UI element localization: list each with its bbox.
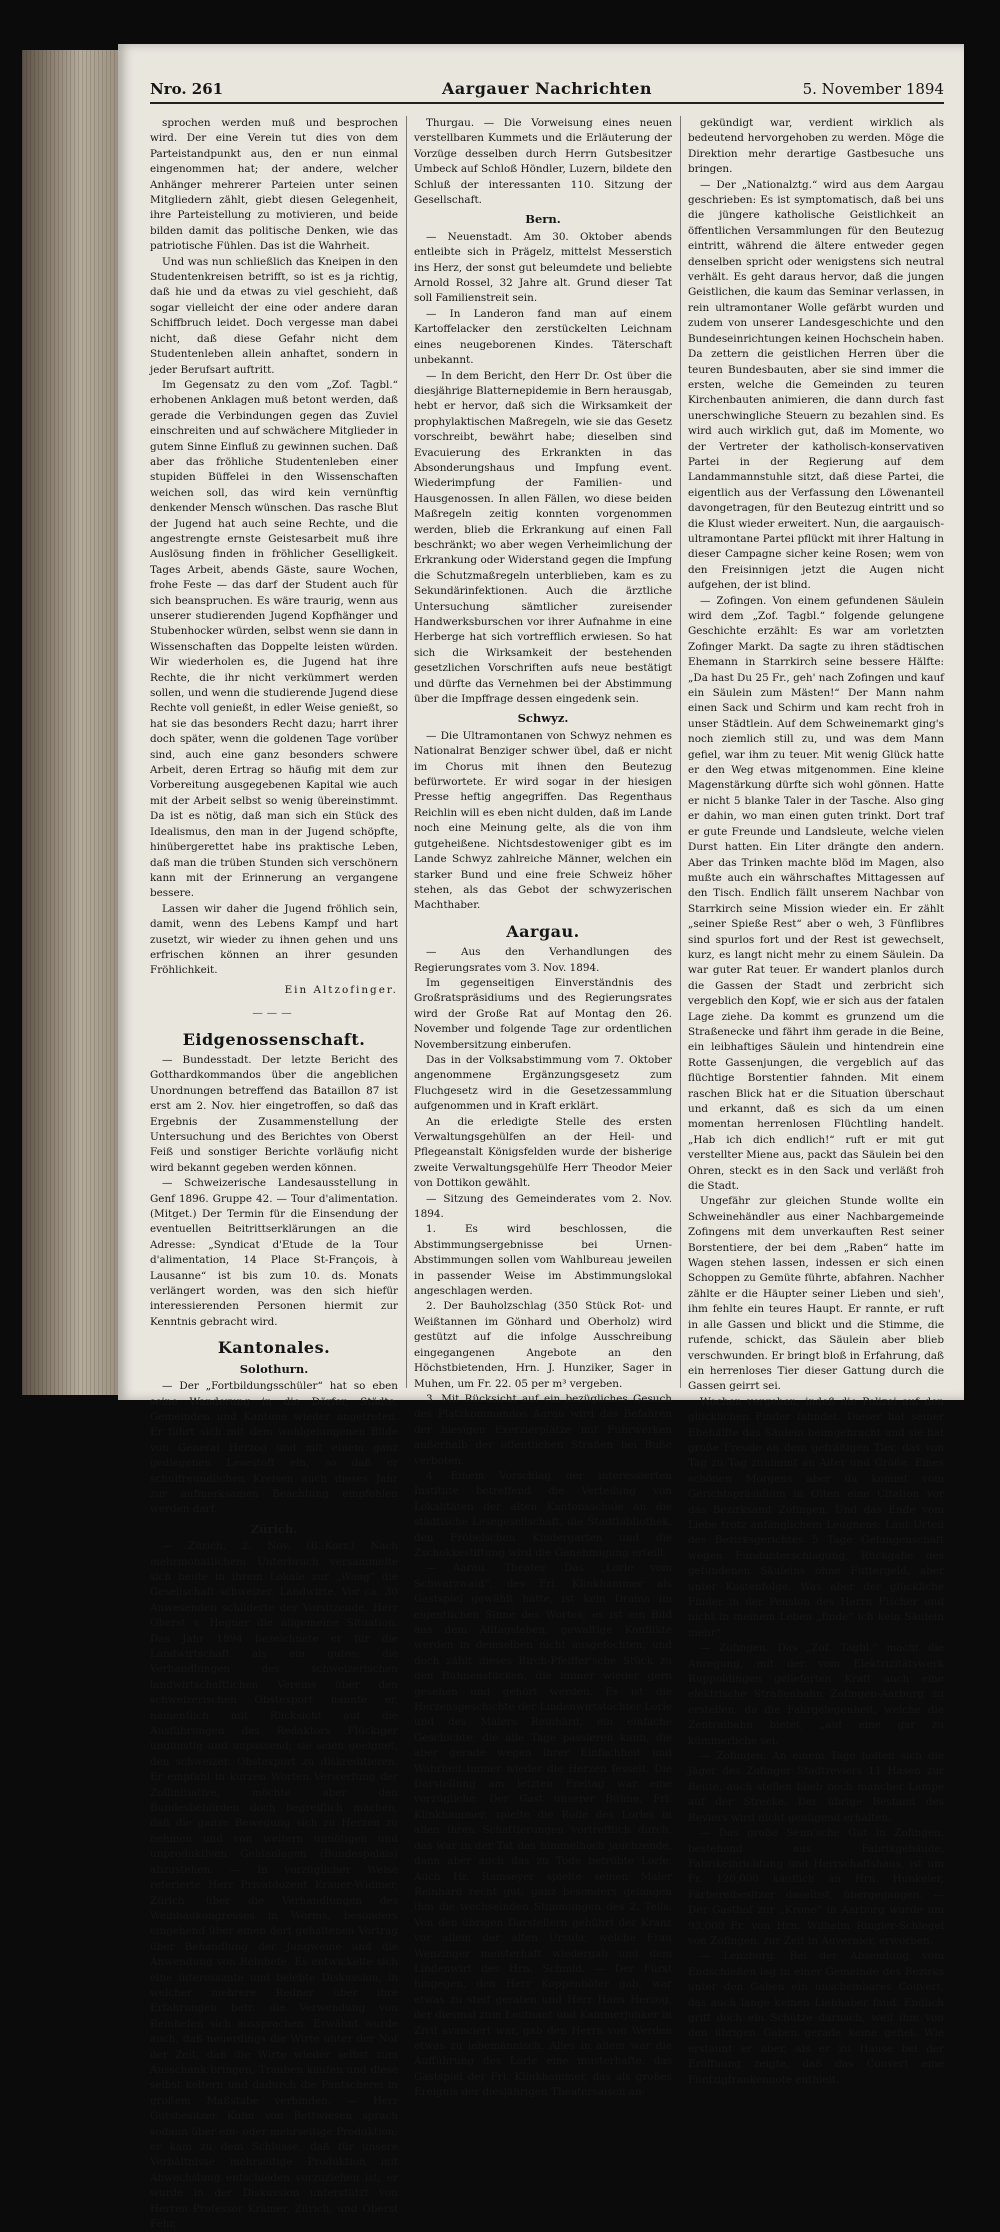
section-heading-aargau: Aargau.: [506, 921, 580, 941]
article-paragraph: — Zürich, 2. Nov. (B.-Korr.) Nach mehrmonatlichem Unterbruch versammelte sich heute in ihrem Lokale zur „Waag“ die Gesellschaft schweizer. Landwirte. Vor ca. 30 Anwesenden schilderte der Vorsitzende, Herr Oberst v. Hegner die allgemeine Situation. Das Jahr 1894 bezeichnete er für die Landwirtschaft als ein gutes; die Verhandlungen des schweizerischen landwirtschaftlichen Vereins über den schweizerischen Obstexport nannte er, namentlich mit Rücksicht auf die Ausführungen des Redaktors Flückiger ungünstig und unpassend; sie seien geeignet, den schweizer. Obstexport zu diskreditieren. Er empfahl in kurzen Worten Verwerfung der Zollinitiative, möchte aber den Bundesbehörden doch begreiflich machen, daß die ganze Bewegung sich zu Herzen zu nehmen und von weitern unnötigen und unproduktiven Geldanlagen (Bundespalais) abzustehen. — In vorzüglicher Weise referierte Herr Privatdozent Krauer-Widmer, Zürich, über die Verhandlungen des Weinbaukongresses in Worms, besonders eingehend über einen dort gehaltenen Vortrag über Behandlung der Jungweine und die Anwendung von Reinhefe. Es entwickelte sich eine interessante und belebte Diskussion, in welcher mehrere Redner über ihre Erfahrungen betr. die Verwendung von Reinhefen sich aussprachen. Erwähnt wurde auch, daß neuerdings die Wirte unter der Not der Zeit, daß die Wirte wieder selbst zum Ausschank bringen, Trauben kaufen und diese selbst keltern und dadurch die Pantscherei in großem Maßstabe verbinden. — Herr Gutsbesitzer Kuhn von Bettwiesen sprach sodann über ein- oder mehrseitige Produktion; er kam zu dem Schlusse, daß für unsere Verhältnisse mehrseitige Produktion mit Abwechslung entschieden vorzuziehen ist; er wurde in der Diskussion unterstützt von Herren Professor Krämer, Zürich, und Oberst Fehr,: [150, 1540, 398, 2231]
article-paragraph: — In dem Bericht, den Herr Dr. Ost über die diesjährige Blatternepidemie in Bern herausgab, hebt er hervor, daß sich die Wirksamkeit der prophylaktischen Maßregeln, wie sie das Gesetz vorschreibt, bewährt habe; dieselben sind Evacuierung des Erkrankten in das Absonderungshaus und Impfung event. Wiederimpfung der Familien- und Hausgenossen. In allen Fällen, wo diese beiden Maßregeln zeitig konnten vorgenommen werden, blieb die Erkrankung auf einen Fall beschränkt; wo aber wegen Verheimlichung der Erkrankung oder Widerstand gegen die Impfung die Schutzmaßregeln unterblieben, kam es zu Sekundärinfektionen. Auch die ärztliche Untersuchung sämtlicher zureisender Handwerksburschen vor ihrer Aufnahme in eine Herberge hat sich vortrefflich erwiesen. So hat sich die Wirksamkeit der bestehenden gesetzlichen Vorschriften aufs neue bestätigt und dürfte das Vernehmen bei der Abstimmung über die Impffrage dessen eingedenk sein.: [414, 369, 672, 706]
book-binding-edge: [22, 50, 120, 1395]
subheading-zuerich: Zürich.: [250, 1521, 298, 1536]
issue-date: 5. November 1894: [802, 80, 944, 98]
article-paragraph: Im Gegensatz zu den vom „Zof. Tagbl.“ erhobenen Anklagen muß betont werden, daß gerade die Verbindungen gegen das Zuviel einschreiten und auf schwächere Mitglieder in gutem Sinne Einfluß zu gewinnen suchen. Daß aber das fröhliche Studentenleben einer stupiden Büffelei in den Wissenschaften weichen soll, das wird kein vernünftig denkender Mensch wünschen. Das rasche Blut der Jugend hat auch seine Rechte, und die angestrengte ernste Geistesarbeit muß ihre Auslösung finden in fröhlicher Geselligkeit. Tages Arbeit, abends Gäste, saure Wochen, frohe Feste — das darf der Student auch für sich beanspruchen. Es wäre traurig, wenn aus unserer studierenden Jugend Kopfhänger und Stubenhocker würden, selbst wenn sie dann in Wissenschaften das Doppelte leisten würden. Wir wiederholen es, die Jugend hat ihre Rechte, die ihr nicht verkümmert werden sollen, und wenn die studierende Jugend diese Rechte voll genießt, in edler Weise genießt, so hat sie das besonders Recht dazu; harrt ihrer doch später, wenn die goldenen Tage vorüber sind, auch eine ganz besonders schwere Arbeit, deren Ertrag so häufig mit dem zur Vorbereitung ausgegebenen Kapital wie auch mit der Arbeit selbst so wenig übereinstimmt. Da ist es nötig, daß man sich ein Stück des Idealismus, den man in der Jugend schöpfte, hinübergerettet habe ins praktische Leben, daß man die trüben Stunden sich verschönern kann mit der Erinnerung an vergangene bessere.: [150, 378, 398, 900]
article-paragraph: sprochen werden muß und besprochen wird. Der eine Verein tut dies von dem Parteistandpunkt aus, den er nun einmal eingenommen hat; der andere, welcher Anhänger mehrerer Parteien unter seinen Mitgliedern zählt, giebt diesen Gelegenheit, ihre Parteistellung zu motivieren, und beide bilden damit das politische Denken, wie das patriotische Fühlen. Das ist die Wahrheit.: [150, 117, 398, 253]
article-paragraph: 4. Einem Vorschlag der interessierten Institute betreffend die Verteilung von Lokalitäten der alten Kantonsschule an die städtische Lesegesellschaft, die Stadtbibliothek, den Fröbelschen Kindergarten und die Zschokkestiftung wird die Genehmigung erteilt.: [414, 1469, 672, 1559]
newspaper-title: Aargauer Nachrichten: [441, 79, 653, 98]
article-paragraph: — Lenzburg. Bei der Absendung vom Endschießen lag in einer Gemeinde des Bezirks unter den Gaben ein unscheinbares Couvert, das auch lange keinen Liebhaber fand. Endlich griff doch ein Schütze darnach, weil ihm von den übrigen Gaben gerade keine gefiel. Wie erstaunt er aber, als er zu Hause bei der Eröffnung zeigte, daß das Couvert eine Fünfzigfrankennote enthielt.: [688, 1950, 944, 2086]
article-paragraph: 2. Der Bauholzschlag (350 Stück Rot- und Weißtannen im Gönhard und Oberholz) wird gestützt auf die infolge Ausschreibung eingegangenen Angebote an den Höchstbietenden, Hrn. J. Hunziker, Sager in Muhen, um Fr. 22. 05 per m³ vergeben.: [414, 1300, 672, 1390]
article-paragraph: — Das große Senn'sche Gut in Zofingen, bestehend aus Fabrikgebäude, Fabrikeinrichtung und Herrschaftshaus, ist um Fr. 120,000 käuflich an Hrn. Hunkeler, Färbereibesitzer daselbst, übergegangen. — Der Gasthof zur „Krone“ in Aarburg wurde um 93,000 Fr. von Hrn. Wilhelm Ringier-Schlegel von Zofingen, zur Zeit in Auvernier, erworben.: [688, 1827, 944, 1947]
article-paragraph: Wochen vergehen, indeß die Polizei auf den glücklichen Finder fahndet. Dieser hat seiner Ehehälfte das Säulein heimgebracht und sie hat große Freude an dem gefräßigen Tier, das von Tag zu Tag zunimmt an Alter und Größe. Eines schönen Morgens aber da kommt vom Gerichtspräsidium in Olten eine Citation vor das Bezirksamt Zofingen. Und das Ende vom Liebe trotz anfänglichem Leugnens: Laut Urteil des Bezirksgerichtes 5 Tage Gefangenschaft wegen Fundunterschlagung, Rückgabe des gefundenen Säuleins ohne Futtergeld, aber unter Kostenfolge. Was aber der glückliche Finder in der Pension des Herrn Fischer und nicht in meinem Leben „finde“ ich kein Säulein mehr“.: [688, 1395, 944, 1639]
article-paragraph: Lassen wir daher die Jugend fröhlich sein, damit, wenn des Lebens Kampf und hart zusetzt, wir wieder zu ihnen gehen und uns erfrischen können an ihrer gesunden Fröhlichkeit.: [150, 902, 398, 977]
article-paragraph: Ungefähr zur gleichen Stunde wollte ein Schweinehändler aus einer Nachbargemeinde Zofingens mit dem unverkauften Rest seiner Borstentiere, der bei dem „Raben“ hatte im Wagen stehen lassen, indessen er sich einen Schoppen zu Gemüte führte, abfahren. Nachher zählte er die Häupter seiner Lieben und sieh', ihm fehlte ein teures Haupt. Er rannte, er ruft in alle Gassen und blickt und die Stimme, die rufende, schickt, das Säulein aber blieb verschwunden. Er bringt bloß in Erfahrung, daß ein herrenloses Tier dieser Gattung durch die Gassen geirrt sei.: [688, 1195, 944, 1393]
article-paragraph: — In Landeron fand man auf einem Kartoffelacker den zerstückelten Leichnam eines neugeborenen Kindes. Täterschaft unbekannt.: [414, 307, 672, 367]
subheading-solothurn: Solothurn.: [239, 1361, 309, 1376]
article-paragraph: — Der „Fortbildungsschüler“ hat so eben seine Wanderung in die Dörfer, Städte, Gemeinden und Kantone wieder angetreten. Er führt sich mit dem wohlgelungenen Bilde von General Herzog und mit einem ganz gediegenen Lesestoff ein, so daß er schulfreundlichen Kreisen auch dieses Jahr zur aufmerksamen Beachtung empfohlen werden darf.: [150, 1380, 398, 1516]
column-3: [688, 116, 944, 2086]
article-paragraph: — Schweizerische Landesausstellung in Genf 1896. Gruppe 42. — Tour d'alimentation. (Mitget.) Der Termin für die Einsendung der eventuellen Beitrittserklärungen an die Adresse: „Syndicat d'Etude de la Tour d'alimentation, 14 Place St-François, à Lausanne“ ist bis zum 10. ds. Monats verlängert worden, was den sich hiefür interessierenden Personen hiermit zur Kenntnis gebracht wird.: [150, 1177, 398, 1328]
article-paragraph: Das in der Volksabstimmung vom 7. Oktober angenommene Ergänzungsgesetz zum Fluchgesetz wird in die Gesetzessammlung aufgenommen und in Kraft erklärt.: [414, 1053, 672, 1113]
page-number: Nro. 261: [150, 80, 224, 98]
section-heading-eidgenossenschaft: Eidgenossenschaft.: [182, 1029, 366, 1049]
article-paragraph: 1. Es wird beschlossen, die Abstimmungsergebnisse bei Urnen-Abstimmungen sollen vom Wahlbureau jeweilen in passender Weise im Abstimmungslokal angeschlagen werden.: [414, 1223, 672, 1298]
article-paragraph: — Aus den Verhandlungen des Regierungsrates vom 3. Nov. 1894.: [414, 946, 672, 974]
article-paragraph: — Der „Nationalztg.“ wird aus dem Aargau geschrieben: Es ist symptomatisch, daß bei uns die jüngere katholische Geistlichkeit an öffentlichen Versammlungen für den Beutezug eintritt, während die ältere entweder gegen denselben spricht oder wenigstens sich neutral verhält. Es geht daraus hervor, daß die jungen Geistlichen, die kaum das Seminar verlassen, in rein ultramontaner Wolle gefärbt wurden und zudem von unserer Landesgeschichte und den Bundeseinrichtungen keinen Hochschein haben. Da zettern die geistlichen Herren über die teuren Bundesbauten, aber sie sind immer die ersten, welche die Gemeinden zu teuren Kirchenbauten animieren, die dann durch fast unerschwingliche Steuern zu bezahlen sind. Es wird auch wirklich gut, daß im Momente, wo der Vertreter der katholisch-konservativen Partei in der Regierung auf dem Landammannstuhle sitzt, daß diese Partei, die eigentlich aus der Verfassung den Löwenanteil davongetragen, für den Beutezug eintritt und so die Klust wieder erweitert. Nun, die aargauisch-ultramontane Partei pflückt mit ihrer Haltung in dieser Campagne sicher keine Rosen; wem von den Freisinnigen jetzt die Augen nicht aufgehen, der ist blind.: [688, 178, 944, 592]
article-paragraph: — Bundesstadt. Der letzte Bericht des Gotthardkommandos über die angeblichen Unordnungen betreffend das Bataillon 87 ist erst am 2. Nov. hier eingetroffen, so daß das Ergebnis der Zusammenstellung der Untersuchung und des Berichtes von Oberst Feiß und sonstiger Berichte vorläufig nicht wird bekannt gegeben werden können.: [150, 1053, 398, 1174]
article-paragraph: An die erledigte Stelle des ersten Verwaltungsgehülfen an der Heil- und Pflegeanstalt Königsfelden wurde der bisherige zweite Verwaltungsgehülfe Herr Theodor Meier von Dottikon gewählt.: [414, 1115, 672, 1190]
article-paragraph: 3. Mit Rücksicht auf ein bezügliches Gesuch des Platzkommandos Aarau wird das Befahren der hiesigen Exerzierplätze mit Fuhrwerken außerhalb der öffentlichen Straßen bei Buße verboten.: [414, 1392, 672, 1467]
article-paragraph: — Zofingen. An einem Tage holten sich die Jäger des Zofinger Stadtreviers 11 Hasen zur Beute, auch stellen blieb noch mancher Lampe auf der Strecke. Der übrige Bestand des Reviers wird nicht genügend erhalten.: [688, 1750, 944, 1824]
page-header: [150, 78, 944, 104]
column-1: [150, 116, 398, 2231]
article-paragraph: — Zofingen. Das „Zof. Tagbl.“ macht die Anregung, mit der vom Elektrizitätswerk Ruppoldingen gelieferten Kraft auch eine elektrische Straßenbahn Zofingen-Aarburg zu erstellen, da die Fahrgelegenheit, welche die Zentralbahn bietet, „auf eine gar zu kümmerliche sei.: [688, 1642, 944, 1747]
article-signature: Ein Altzofinger.: [284, 983, 398, 996]
article-paragraph: Im gegenseitigen Einverständnis des Großratspräsidiums und des Regierungsrates wird der Große Rat auf Montag den 26. November und folgende Tage zur ordentlichen Novembersitzung einberufen.: [414, 976, 672, 1051]
subheading-bern: Bern.: [525, 212, 561, 227]
separator-rule: ———: [252, 1007, 296, 1020]
column-2: [414, 116, 672, 2099]
column-divider: [680, 116, 681, 1388]
article-paragraph: Und was nun schließlich das Kneipen in den Studentenkreisen betrifft, so ist es ja richtig, daß hie und da etwas zu viel geschieht, daß sogar vielleicht der eine oder andere daran Schiffbruch leidet. Doch vergesse man dabei nicht, daß diese Gefahr nicht dem Studentenleben allein anhaftet, sondern in jeder Berufsart auftritt.: [150, 255, 398, 376]
subheading-schwyz: Schwyz.: [517, 711, 569, 726]
newspaper-page: [118, 44, 964, 2231]
article-paragraph: gekündigt war, verdient wirklich als bedeutend hervorgehoben zu werden. Möge die Direktion mehr derartige Gastbesuche uns bringen.: [688, 117, 944, 176]
section-heading-kantonales: Kantonales.: [217, 1338, 331, 1358]
column-divider: [406, 116, 407, 1388]
article-paragraph: — Aarau. Theater. Das „Lorle vom Schwarzwald“, des Frl. Klinkhammer als Gastspiel gewählt hatte, ist kein Drama im eigentlichen Sinne des Wortes; es ist ein Bild aus dem Alltagsleben; gewaltige Konflikte werden in demselben nicht ausgefochten, und doch zählt dieses Birch-Pfeiffer'sche Stück zu den Bühnenstücken, die immer wieder gern gesehen und gehört werden. Es ist die Herzensgeschichte der Lindenwirtstochter Lorle und des Malers Reinhard, ein einfache Geschichte, die alle Tage passieren kann, die aber gerade wegen ihrer Einfachheit und Wahrheit immer wieder die Herzen fesselt. Die Darstellung am letzten Freitag war eine vorzügliche. Der Gast unserer Bühne, Frl. Klinkhammer, spielte die Rolle des Lorles in allen ihren Schattierungen vortrefflich durch, das war in der Tat das himmelhoch jauchzende, dann aber auch das zu Tode betrübte Lorle. Auch Hr. Ramseyer spielte seinen Maler Reinhard recht gut; ganz besonders gelangen ihm die wechselnden Stimmungen des 2. Teils. Von den übrigen Darstellern gebührt der Kranz vor allem der alten Ursula, welche Frau Wenzinger meisterhaft wiedergab und dem Lindenwirt des Hrn. Schmid. — Der Fürst hingegen, den Herr Koppenhöfer gab, war etwas zu steif geraten und Herr Hans Herzog, der diesmal zum Leutnant und Kammerjunker in Zivil avanciert war, gab den Herrn von Werden etwas zu lebemännisch. Alles in allem war die Aufführung des Lorle eine musterhafte, das Gastspiel der Frl. Klinkhammer, das als großes Ereignis der diesjährigen Theatersaison an-: [414, 1562, 672, 2099]
article-paragraph: Thurgau. — Die Vorweisung eines neuen verstellbaren Kummets und die Erläuterung der Vorzüge desselben durch Herrn Gutsbesitzer Umbeck auf Schloß Höndler, Luzern, bildete den Schluß der interessanten 110. Sitzung der Gesellschaft.: [414, 117, 672, 207]
article-paragraph: — Zofingen. Von einem gefundenen Säulein wird dem „Zof. Tagbl.“ folgende gelungene Geschichte erzählt: Es war am vorletzten Zofinger Markt. Da sagte zu ihren städtischen Ehemann in Starrkirch seine bessere Hälfte: „Da hast Du 25 Fr., geh' nach Zofingen und kauf ein Säulein zum Mästen!“ Der Mann nahm einen Sack und Schirm und kam recht froh in unser Städtlein. Auf dem Schweinemarkt ging's noch ziemlich still zu, und was dem Mann gefiel, war ihm zu teuer. Mit wenig Glück hatte er den Weg etwas mitgenommen. Eine kleine Magenstärkung dürfte sich wohl gönnen. Hatte er nicht 5 blanke Taler in der Tasche. Also ging er dahin, wo man einen guten trinkt. Dort traf er gute Freunde und Landsleute, welche vielen Durst hatten. Ein Liter drängte den andern. Aber das Trinken machte blöd im Magen, also mußte auch ein währschaftes Mittagessen auf den Tisch. Endlich fällt unserem Nachbar von Starrkirch seine Mission wieder ein. Er zählt „seiner Spieße Rest“ aber o weh, 3 Fünflibres sind spurlos fort und der Rest ist gewechselt, kurz, es langt nicht mehr zu einem Säulein. Da war guter Rat teuer. Er wandert planlos durch die Gassen der Stadt und zerbricht sich vergeblich den Kopf, wie er sich aus der fatalen Lage ziehe. Da kommt es grunzend um die Straßenecke und fährt ihm gerade in die Beine, ein leibhaftiges Säulein und hintendrein eine Rotte Gassenjungen, die vergeblich auf das flüchtige Borstentier fahnden. Mit einem raschen Blick hat er die Situation überschaut und erkannt, daß es sich da um einen momentan herrenlosen Flüchtling handelt. „Hab ich dich endlich!“ ruft er mit gut verstellter Miene aus, packt das Säulein bei den Ohren, steckt es in den Sack und verläßt froh die Stadt.: [688, 594, 944, 1193]
article-paragraph: — Sitzung des Gemeinderates vom 2. Nov. 1894.: [414, 1192, 672, 1221]
article-paragraph: — Neuenstadt. Am 30. Oktober abends entleibte sich in Prägelz, mittelst Messerstich ins Herz, der sonst gut beleumdete und beliebte Arnold Rossel, 32 Jahre alt. Grund dieser Tat soll Familienstreit sein.: [414, 230, 672, 305]
article-paragraph: — Die Ultramontanen von Schwyz nehmen es Nationalrat Benziger schwer übel, daß er nicht im Chorus mit ihnen den Beutezug befürwortete. Er wird sogar in der hiesigen Presse heftig angegriffen. Das Regenthaus Reichlin will es eben nicht dulden, daß im Lande noch eine Meinung gelte, als die von ihm gutgeheißene. Nichtsdestoweniger gibt es im Lande Schwyz zahlreiche Männer, welchen ein starker Bund und eine freie Schweiz höher stehen, als das Gebot der schwyzerischen Machthaber.: [414, 729, 672, 912]
